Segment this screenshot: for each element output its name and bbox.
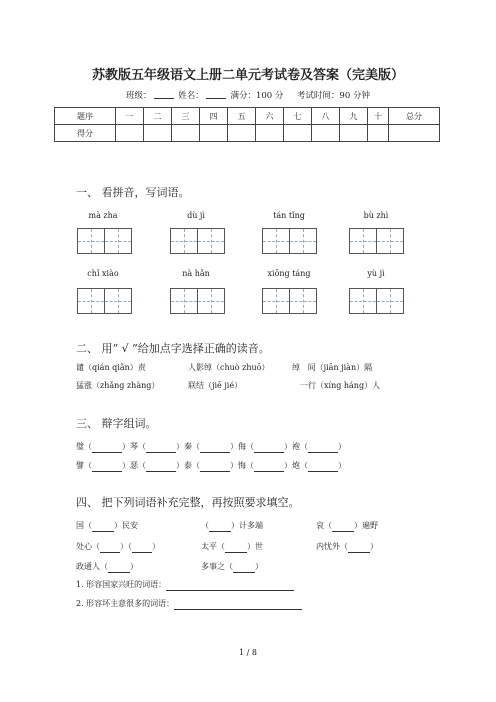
idiom-text: ）	[370, 542, 378, 551]
score-header-cell: 六	[256, 108, 284, 125]
word-char: ）炮（	[284, 461, 308, 470]
word-char: ）	[338, 442, 346, 451]
idiom-item	[201, 520, 263, 532]
score-header-cell: 二	[144, 108, 172, 125]
writing-grid[interactable]	[262, 228, 317, 254]
word-char: ）泰（	[176, 461, 200, 470]
score-input-cell[interactable]	[256, 125, 284, 142]
idiom-text: ）（	[120, 542, 132, 551]
word-char: 譬（	[76, 461, 92, 470]
writing-grid[interactable]	[77, 228, 132, 254]
idiom-text: 哀（	[316, 521, 332, 530]
score-input-cell[interactable]	[284, 125, 312, 142]
section-3-heading: 三、 辩字组词。	[76, 417, 157, 430]
reading-item[interactable]: 一行（xíng háng）人	[300, 381, 381, 390]
idiom-text: ）世	[247, 542, 263, 551]
score-input-cell[interactable]	[389, 125, 440, 142]
score-header-cell: 八	[312, 108, 340, 125]
pinyin: yù jì	[367, 269, 385, 278]
pinyin: bù zhì	[363, 211, 389, 220]
word-group-row-2	[76, 460, 346, 472]
score-input-cell[interactable]	[172, 125, 200, 142]
score-input-cell[interactable]	[368, 125, 389, 142]
score-header-cell: 九	[340, 108, 368, 125]
score-header-cell: 四	[200, 108, 228, 125]
idiom-text: 处心（	[76, 542, 100, 551]
idiom-text: （	[201, 521, 209, 530]
idiom-text: ）	[255, 562, 263, 571]
score-table-score-row	[55, 125, 440, 142]
reading-item[interactable]: 联结（jiē jié）	[188, 381, 243, 390]
answer-blank[interactable]	[254, 443, 284, 453]
pinyin: xiōng táng	[267, 269, 311, 278]
word-char: ）袍（	[284, 442, 308, 451]
answer-blank[interactable]	[209, 522, 231, 532]
writing-grid[interactable]	[262, 288, 317, 314]
writing-grid[interactable]	[170, 288, 225, 314]
score-input-cell[interactable]	[200, 125, 228, 142]
score-row-label: 得分	[55, 125, 116, 142]
score-input-cell[interactable]	[340, 125, 368, 142]
idiom-item	[76, 561, 138, 573]
score-header-cell: 十	[368, 108, 389, 125]
idiom-text: 国（	[76, 521, 92, 530]
idiom-text: ）计多端	[231, 521, 263, 530]
reading-item[interactable]: 猛涨（zhǎng zhàng）	[76, 381, 160, 390]
answer-blank[interactable]	[146, 443, 176, 453]
answer-line[interactable]	[174, 600, 302, 610]
pinyin: chǐ xiào	[87, 269, 119, 278]
answer-line[interactable]	[166, 581, 294, 591]
word-char: ）侮（	[230, 442, 254, 451]
reading-item[interactable]	[292, 362, 372, 373]
section-1-heading: 一、 看拼音，写词语。	[76, 186, 190, 199]
answer-blank[interactable]	[92, 443, 122, 453]
reading-item[interactable]: 谴（qián qiǎn）责	[76, 363, 146, 372]
idiom-text: ）遍野	[354, 521, 378, 530]
idiom-text: 政通人（	[76, 562, 108, 571]
answer-blank[interactable]	[308, 443, 338, 453]
idiom-text: ）	[130, 562, 138, 571]
idiom-text: 内忧外（	[316, 542, 348, 551]
idiom-item	[76, 520, 138, 532]
exam-time: 考试时间：90 分钟	[296, 91, 370, 101]
score-input-cell[interactable]	[144, 125, 172, 142]
score-header-cell: 一	[116, 108, 144, 125]
word-char: ）秦（	[176, 442, 200, 451]
pinyin: tán tǐng	[273, 211, 305, 220]
score-input-cell[interactable]	[228, 125, 256, 142]
answer-blank[interactable]	[200, 443, 230, 453]
score-header-cell: 五	[228, 108, 256, 125]
question-2	[76, 598, 302, 610]
exam-info	[0, 89, 496, 101]
writing-grid[interactable]	[349, 288, 404, 314]
class-label: 班级：	[126, 91, 152, 101]
writing-grid[interactable]	[349, 228, 404, 254]
score-header-cell: 题序	[55, 108, 116, 125]
full-score: 满分：100 分	[230, 91, 284, 101]
score-header-cell: 总分	[389, 108, 440, 125]
score-header-cell: 七	[284, 108, 312, 125]
class-blank[interactable]	[154, 98, 174, 99]
idiom-item	[201, 561, 263, 573]
score-table	[54, 107, 440, 142]
pinyin: nà hǎn	[182, 269, 210, 278]
answer-blank[interactable]	[233, 563, 255, 573]
section-4-heading: 四、 把下列词语补充完整，再按照要求填空。	[76, 496, 300, 509]
word-char: ）琴（	[122, 442, 146, 451]
answer-blank[interactable]	[108, 563, 130, 573]
idiom-text: 太平（	[201, 542, 225, 551]
idiom-item	[316, 520, 378, 532]
pinyin: mà zha	[88, 211, 118, 220]
score-input-cell[interactable]	[312, 125, 340, 142]
answer-blank[interactable]	[348, 543, 370, 553]
reading-char: 绰	[292, 363, 300, 372]
section-2-heading: 二、 用“ √ ”给加点字选择正确的读音。	[76, 342, 270, 355]
idiom-text: ）	[152, 542, 160, 551]
answer-blank[interactable]	[254, 462, 284, 472]
answer-blank[interactable]	[92, 462, 122, 472]
reading-item[interactable]: 人影绰（chuò zhuō）	[188, 363, 270, 372]
writing-grid[interactable]	[170, 228, 225, 254]
idiom-text: 多事之（	[201, 562, 233, 571]
page-number: 1 / 8	[239, 648, 257, 657]
pinyin: dù jì	[187, 211, 205, 220]
idiom-item	[76, 541, 160, 553]
answer-blank[interactable]	[132, 543, 152, 553]
score-input-cell[interactable]	[116, 125, 144, 142]
answer-blank[interactable]	[146, 462, 176, 472]
question-text: 2. 形容坏主意很多的词语：	[76, 599, 175, 608]
idiom-text: ）民安	[114, 521, 138, 530]
word-group-row-1	[76, 441, 346, 453]
name-blank[interactable]	[206, 98, 226, 99]
question-1	[76, 579, 294, 591]
reading-text: 间（jiān jiàn）隔	[307, 363, 373, 372]
score-header-cell: 三	[172, 108, 200, 125]
word-char: ）悔（	[230, 461, 254, 470]
word-char: ）瑟（	[122, 461, 146, 470]
answer-blank[interactable]	[200, 462, 230, 472]
word-char: 璧（	[76, 442, 92, 451]
idiom-item	[316, 541, 378, 553]
page-title: 苏教版五年级语文上册二单元考试卷及答案（完美版）	[91, 68, 404, 83]
name-label: 姓名：	[178, 91, 204, 101]
question-text: 1. 形容国家兴旺的词语：	[76, 580, 167, 589]
score-table-header-row	[55, 108, 440, 125]
writing-grid[interactable]	[77, 288, 132, 314]
idiom-item	[201, 541, 263, 553]
answer-blank[interactable]	[308, 462, 338, 472]
answer-blank[interactable]	[92, 522, 114, 532]
answer-blank[interactable]	[100, 543, 120, 553]
answer-blank[interactable]	[332, 522, 354, 532]
word-char: ）	[338, 461, 346, 470]
answer-blank[interactable]	[225, 543, 247, 553]
